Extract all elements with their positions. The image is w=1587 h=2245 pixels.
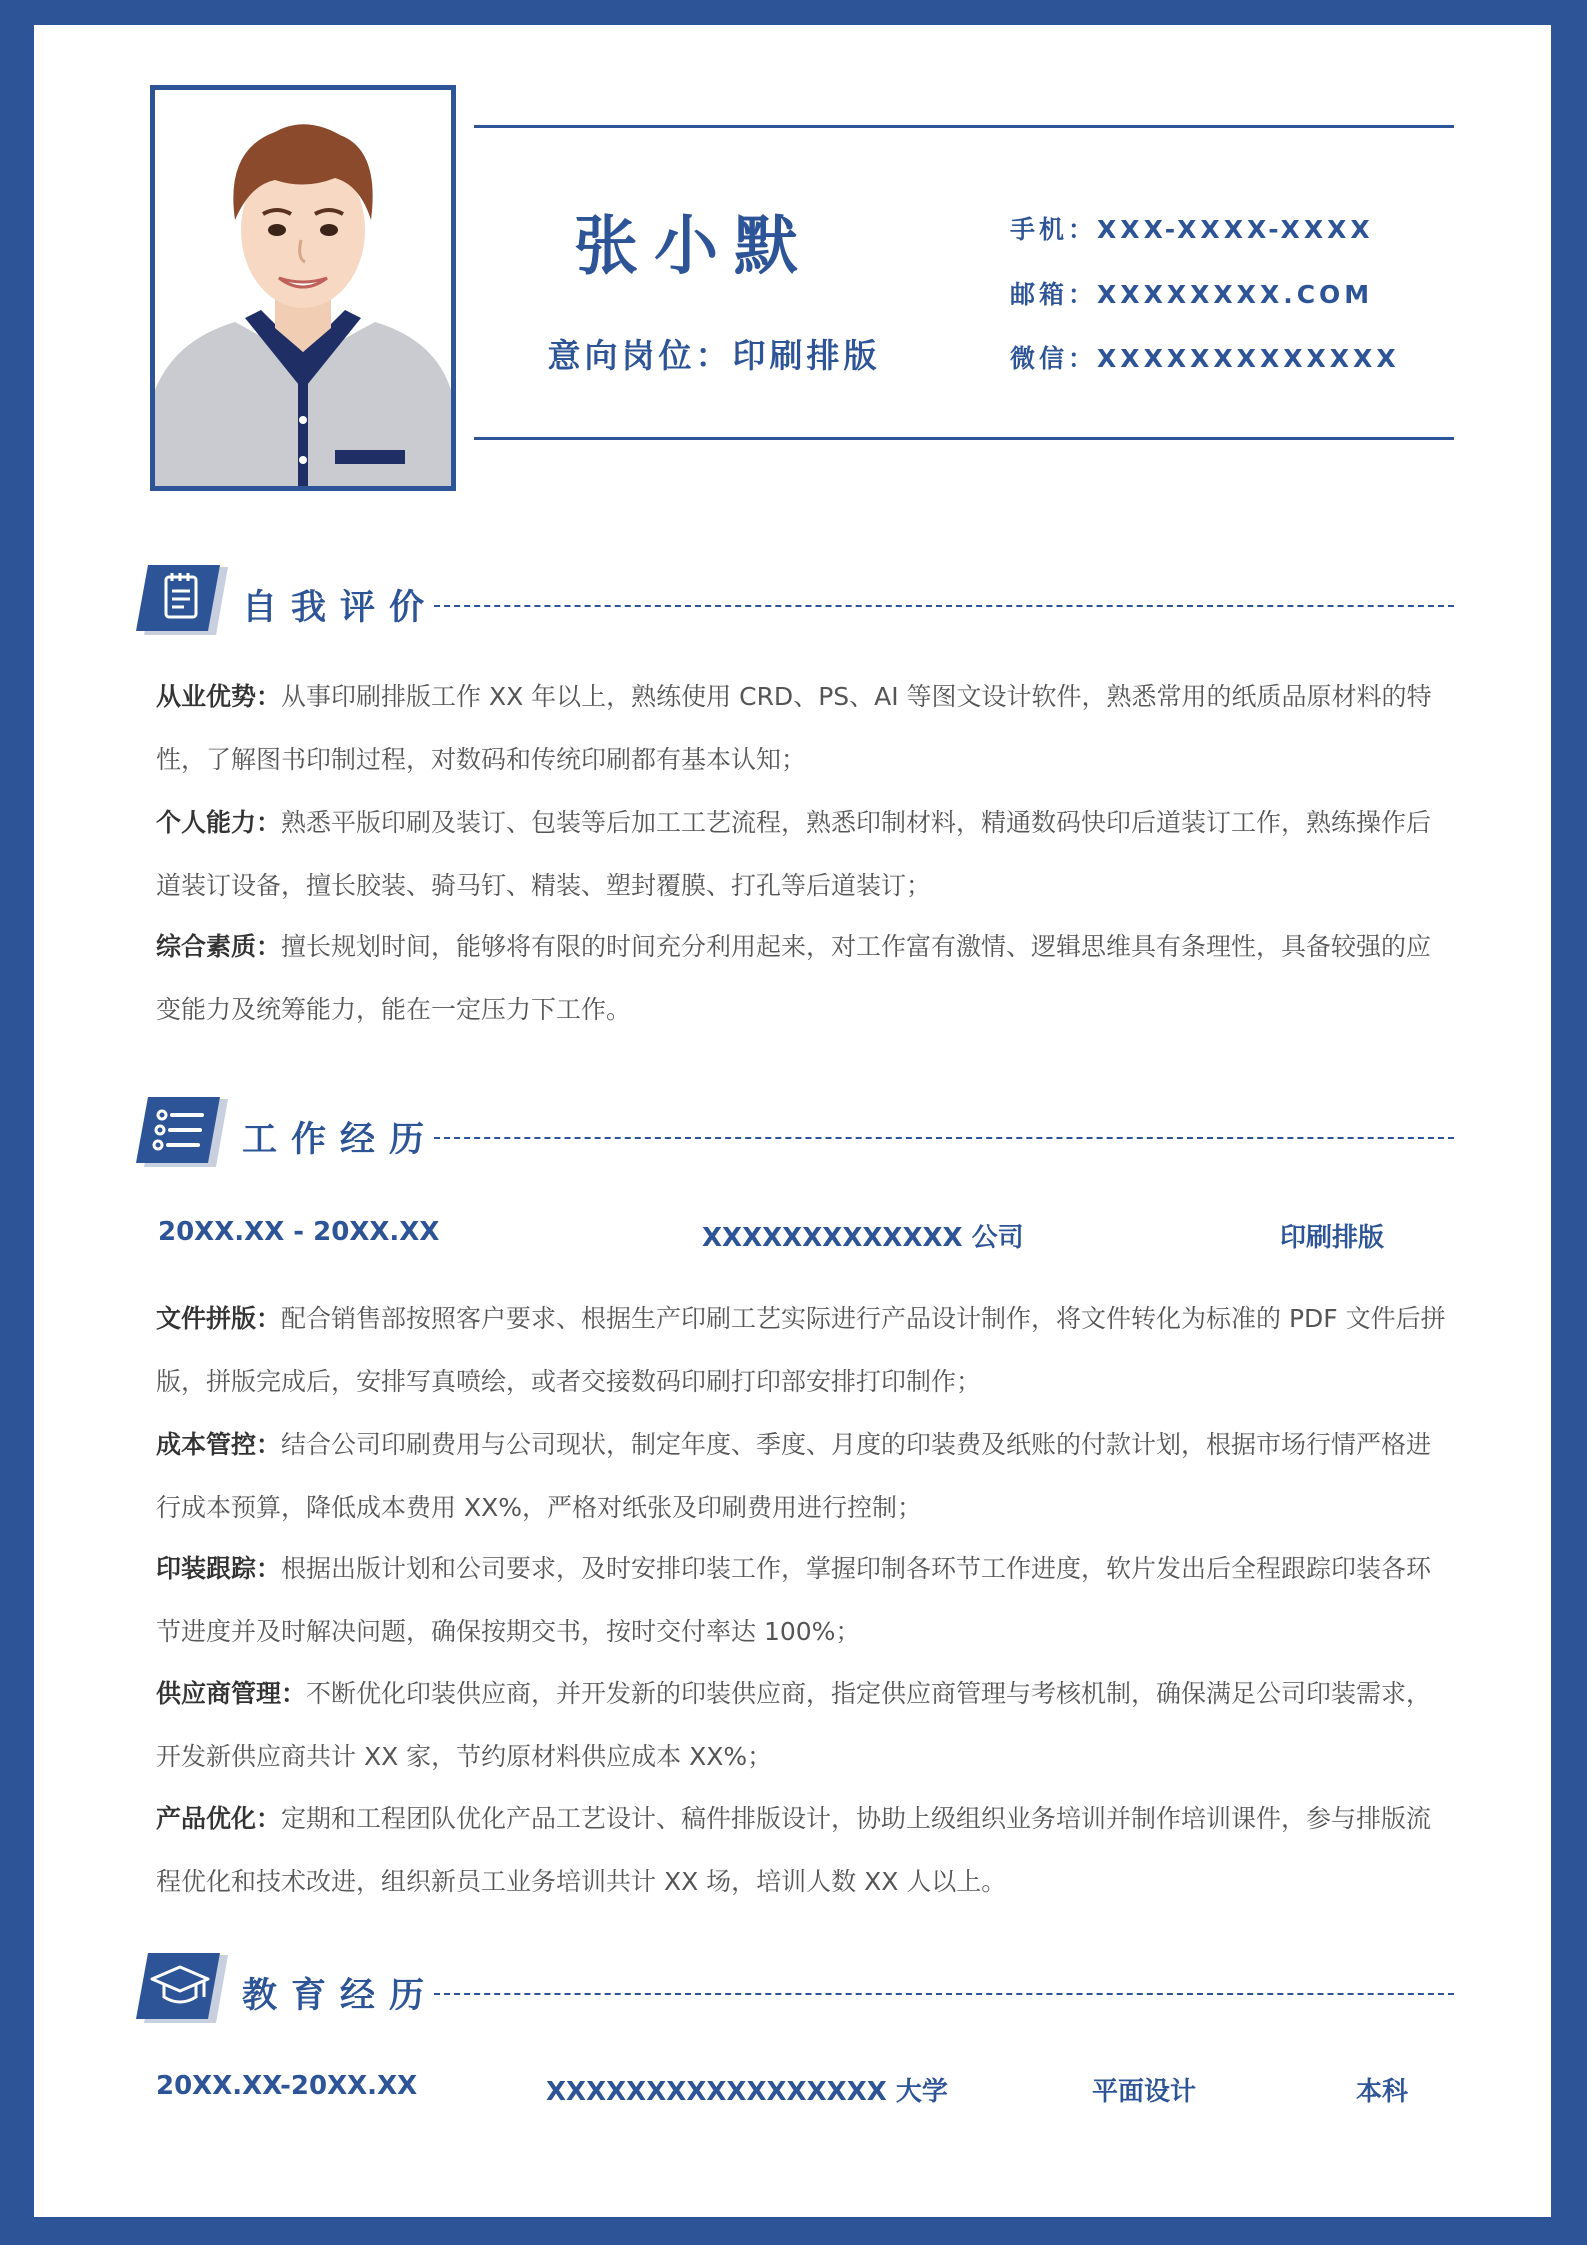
work-position: 印刷排版 bbox=[1280, 1223, 1385, 1253]
edu-major: 平面设计 bbox=[1092, 2077, 1197, 2107]
self-eval-label: 综合素质： bbox=[156, 932, 282, 961]
contact-phone-value: XXX-XXXX-XXXX bbox=[1097, 215, 1374, 244]
contact-phone-label: 手机： bbox=[1010, 215, 1098, 244]
section-title-self-eval: 自我评价 bbox=[242, 588, 439, 628]
contact-wechat-value: XXXXXXXXXXXXX bbox=[1097, 344, 1400, 373]
graduation-cap-icon bbox=[134, 1953, 228, 2025]
contact-phone bbox=[1010, 210, 1374, 246]
work-item-label: 印装跟踪： bbox=[156, 1554, 282, 1583]
edu-school: XXXXXXXXXXXXXXXXX 大学 bbox=[546, 2077, 948, 2107]
resume-page bbox=[34, 25, 1551, 2217]
edu-period: 20XX.XX-20XX.XX bbox=[156, 2071, 418, 2101]
contact-email-label: 邮箱： bbox=[1010, 280, 1098, 309]
work-item bbox=[156, 1413, 1456, 1539]
section-divider bbox=[434, 1137, 1454, 1139]
work-item-text: 定期和工程团队优化产品工艺设计、稿件排版设计，协助上级组织业务培训并制作培训课件，参与排版流程优化和技术改进，组织新员工业务培训共计 XX 场，培训人数 XX 人以上。 bbox=[156, 1804, 1432, 1896]
self-eval-text: 擅长规划时间，能够将有限的时间充分利用起来，对工作富有激情、逻辑思维具有条理性，具备较强的应变能力及统筹能力，能在一定压力下工作。 bbox=[156, 932, 1432, 1024]
work-company: XXXXXXXXXXXXX 公司 bbox=[702, 1223, 1024, 1253]
work-item bbox=[156, 1787, 1456, 1913]
self-eval-item bbox=[156, 915, 1456, 1041]
work-item bbox=[156, 1662, 1456, 1788]
work-item-text: 配合销售部按照客户要求、根据生产印刷工艺实际进行产品设计制作，将文件转化为标准的 PDF 文件后拼版，拼版完成后，安排写真喷绘，或者交接数码印刷打印部安排打印制作； bbox=[156, 1304, 1446, 1396]
edu-degree: 本科 bbox=[1356, 2077, 1409, 2107]
work-item-text: 结合公司印刷费用与公司现状，制定年度、季度、月度的印装费及纸账的付款计划，根据市场行情严格进行成本预算，降低成本费用 XX%，严格对纸张及印刷费用进行控制； bbox=[156, 1430, 1432, 1522]
self-eval-item bbox=[156, 665, 1456, 791]
section-title-education: 教育经历 bbox=[242, 1976, 439, 2016]
contact-wechat-label: 微信： bbox=[1010, 344, 1098, 373]
contact-wechat bbox=[1010, 339, 1400, 375]
self-eval-label: 个人能力： bbox=[156, 808, 282, 837]
notepad-icon bbox=[134, 565, 228, 637]
work-item-text: 不断优化印装供应商，并开发新的印装供应商，指定供应商管理与考核机制，确保满足公司印装需求，开发新供应商共计 XX 家，节约原材料供应成本 XX%； bbox=[156, 1679, 1432, 1771]
section-divider bbox=[434, 1993, 1454, 1995]
job-intent: 意向岗位：印刷排版 bbox=[547, 336, 881, 375]
work-item-label: 成本管控： bbox=[156, 1430, 282, 1459]
avatar bbox=[150, 85, 456, 491]
work-period: 20XX.XX - 20XX.XX bbox=[158, 1217, 440, 1247]
self-eval-text: 熟悉平版印刷及装订、包装等后加工工艺流程，熟悉印制材料，精通数码快印后道装订工作，熟练操作后道装订设备，擅长胶装、骑马钉、精装、塑封覆膜、打孔等后道装订； bbox=[156, 808, 1432, 900]
section-title-work: 工作经历 bbox=[242, 1120, 439, 1160]
contact-email bbox=[1010, 275, 1373, 311]
self-eval-text: 从事印刷排版工作 XX 年以上，熟练使用 CRD、PS、AI 等图文设计软件，熟悉常用的纸质品原材料的特性，了解图书印制过程，对数码和传统印刷都有基本认知； bbox=[156, 682, 1432, 774]
work-item-label: 供应商管理： bbox=[156, 1679, 307, 1708]
work-item-label: 文件拼版： bbox=[156, 1304, 282, 1333]
self-eval-item bbox=[156, 791, 1456, 917]
header-top-rule bbox=[474, 125, 1454, 128]
work-item bbox=[156, 1537, 1456, 1663]
candidate-name: 张小默 bbox=[574, 210, 814, 284]
list-icon bbox=[134, 1097, 228, 1169]
contact-email-value: XXXXXXXX.COM bbox=[1097, 280, 1374, 309]
section-divider bbox=[434, 605, 1454, 607]
work-item-text: 根据出版计划和公司要求，及时安排印装工作，掌握印制各环节工作进度，软片发出后全程跟踪印装各环节进度并及时解决问题，确保按期交书，按时交付率达 100%； bbox=[156, 1554, 1432, 1646]
self-eval-label: 从业优势： bbox=[156, 682, 282, 711]
header-bottom-rule bbox=[474, 437, 1454, 440]
work-item bbox=[156, 1287, 1456, 1413]
work-item-label: 产品优化： bbox=[156, 1804, 282, 1833]
avatar-illustration bbox=[155, 90, 451, 486]
